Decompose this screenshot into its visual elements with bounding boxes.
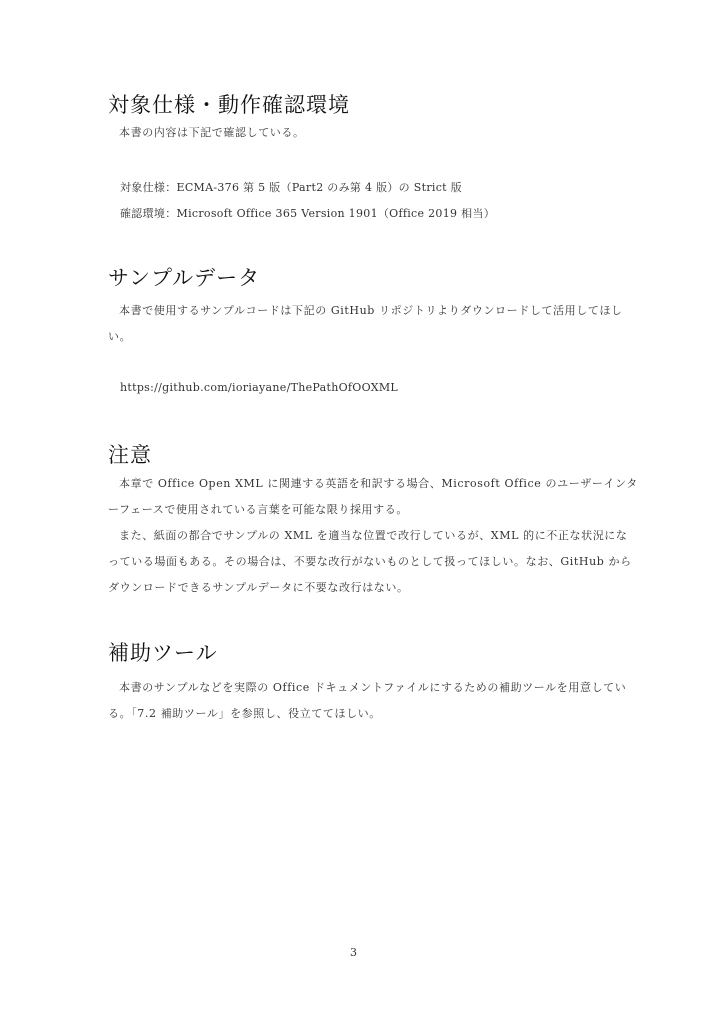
heading-spec: 対象仕様・動作確認環境 (108, 93, 350, 117)
page-number: 3 (350, 946, 357, 959)
heading-sample: サンプルデータ (108, 266, 261, 290)
spec-env-line: 確認環境：Microsoft Office 365 Version 1901（Office 2019 相当） (120, 207, 496, 220)
heading-tool: 補助ツール (108, 641, 218, 665)
spec-target-line: 対象仕様：ECMA-376 第 5 版（Part2 のみ第 4 版）の Strict 版 (120, 181, 462, 194)
caution-para-1: 本章で Office Open XML に関連する英語を和訳する場合、Microsoft Office のユーザーインターフェースで使用されている言葉を可能な限り採用する。 (108, 477, 638, 516)
tool-body: 本書のサンプルなどを実際の Office ドキュメントファイルにするための補助ツールを用意している。「7.2 補助ツール」を参照し、役立ててほしい。 (108, 681, 627, 720)
heading-caution: 注意 (108, 443, 152, 467)
sample-body: 本書で使用するサンプルコードは下記の GitHub リポジトリよりダウンロードして活用してほしい。 (108, 304, 623, 343)
spec-intro: 本書の内容は下記で確認している。 (119, 126, 305, 139)
caution-para-2: また、紙面の都合でサンプルの XML を適当な位置で改行しているが、XML 的に不正な状況になっている場面もある。その場合は、不要な改行がないものとして扱ってほしい。なお、GitHub からダウンロードできるサンプルデータに不要な改行はない。 (108, 529, 632, 594)
sample-url[interactable]: https://github.com/ioriayane/ThePathOfOOXML (120, 381, 399, 394)
